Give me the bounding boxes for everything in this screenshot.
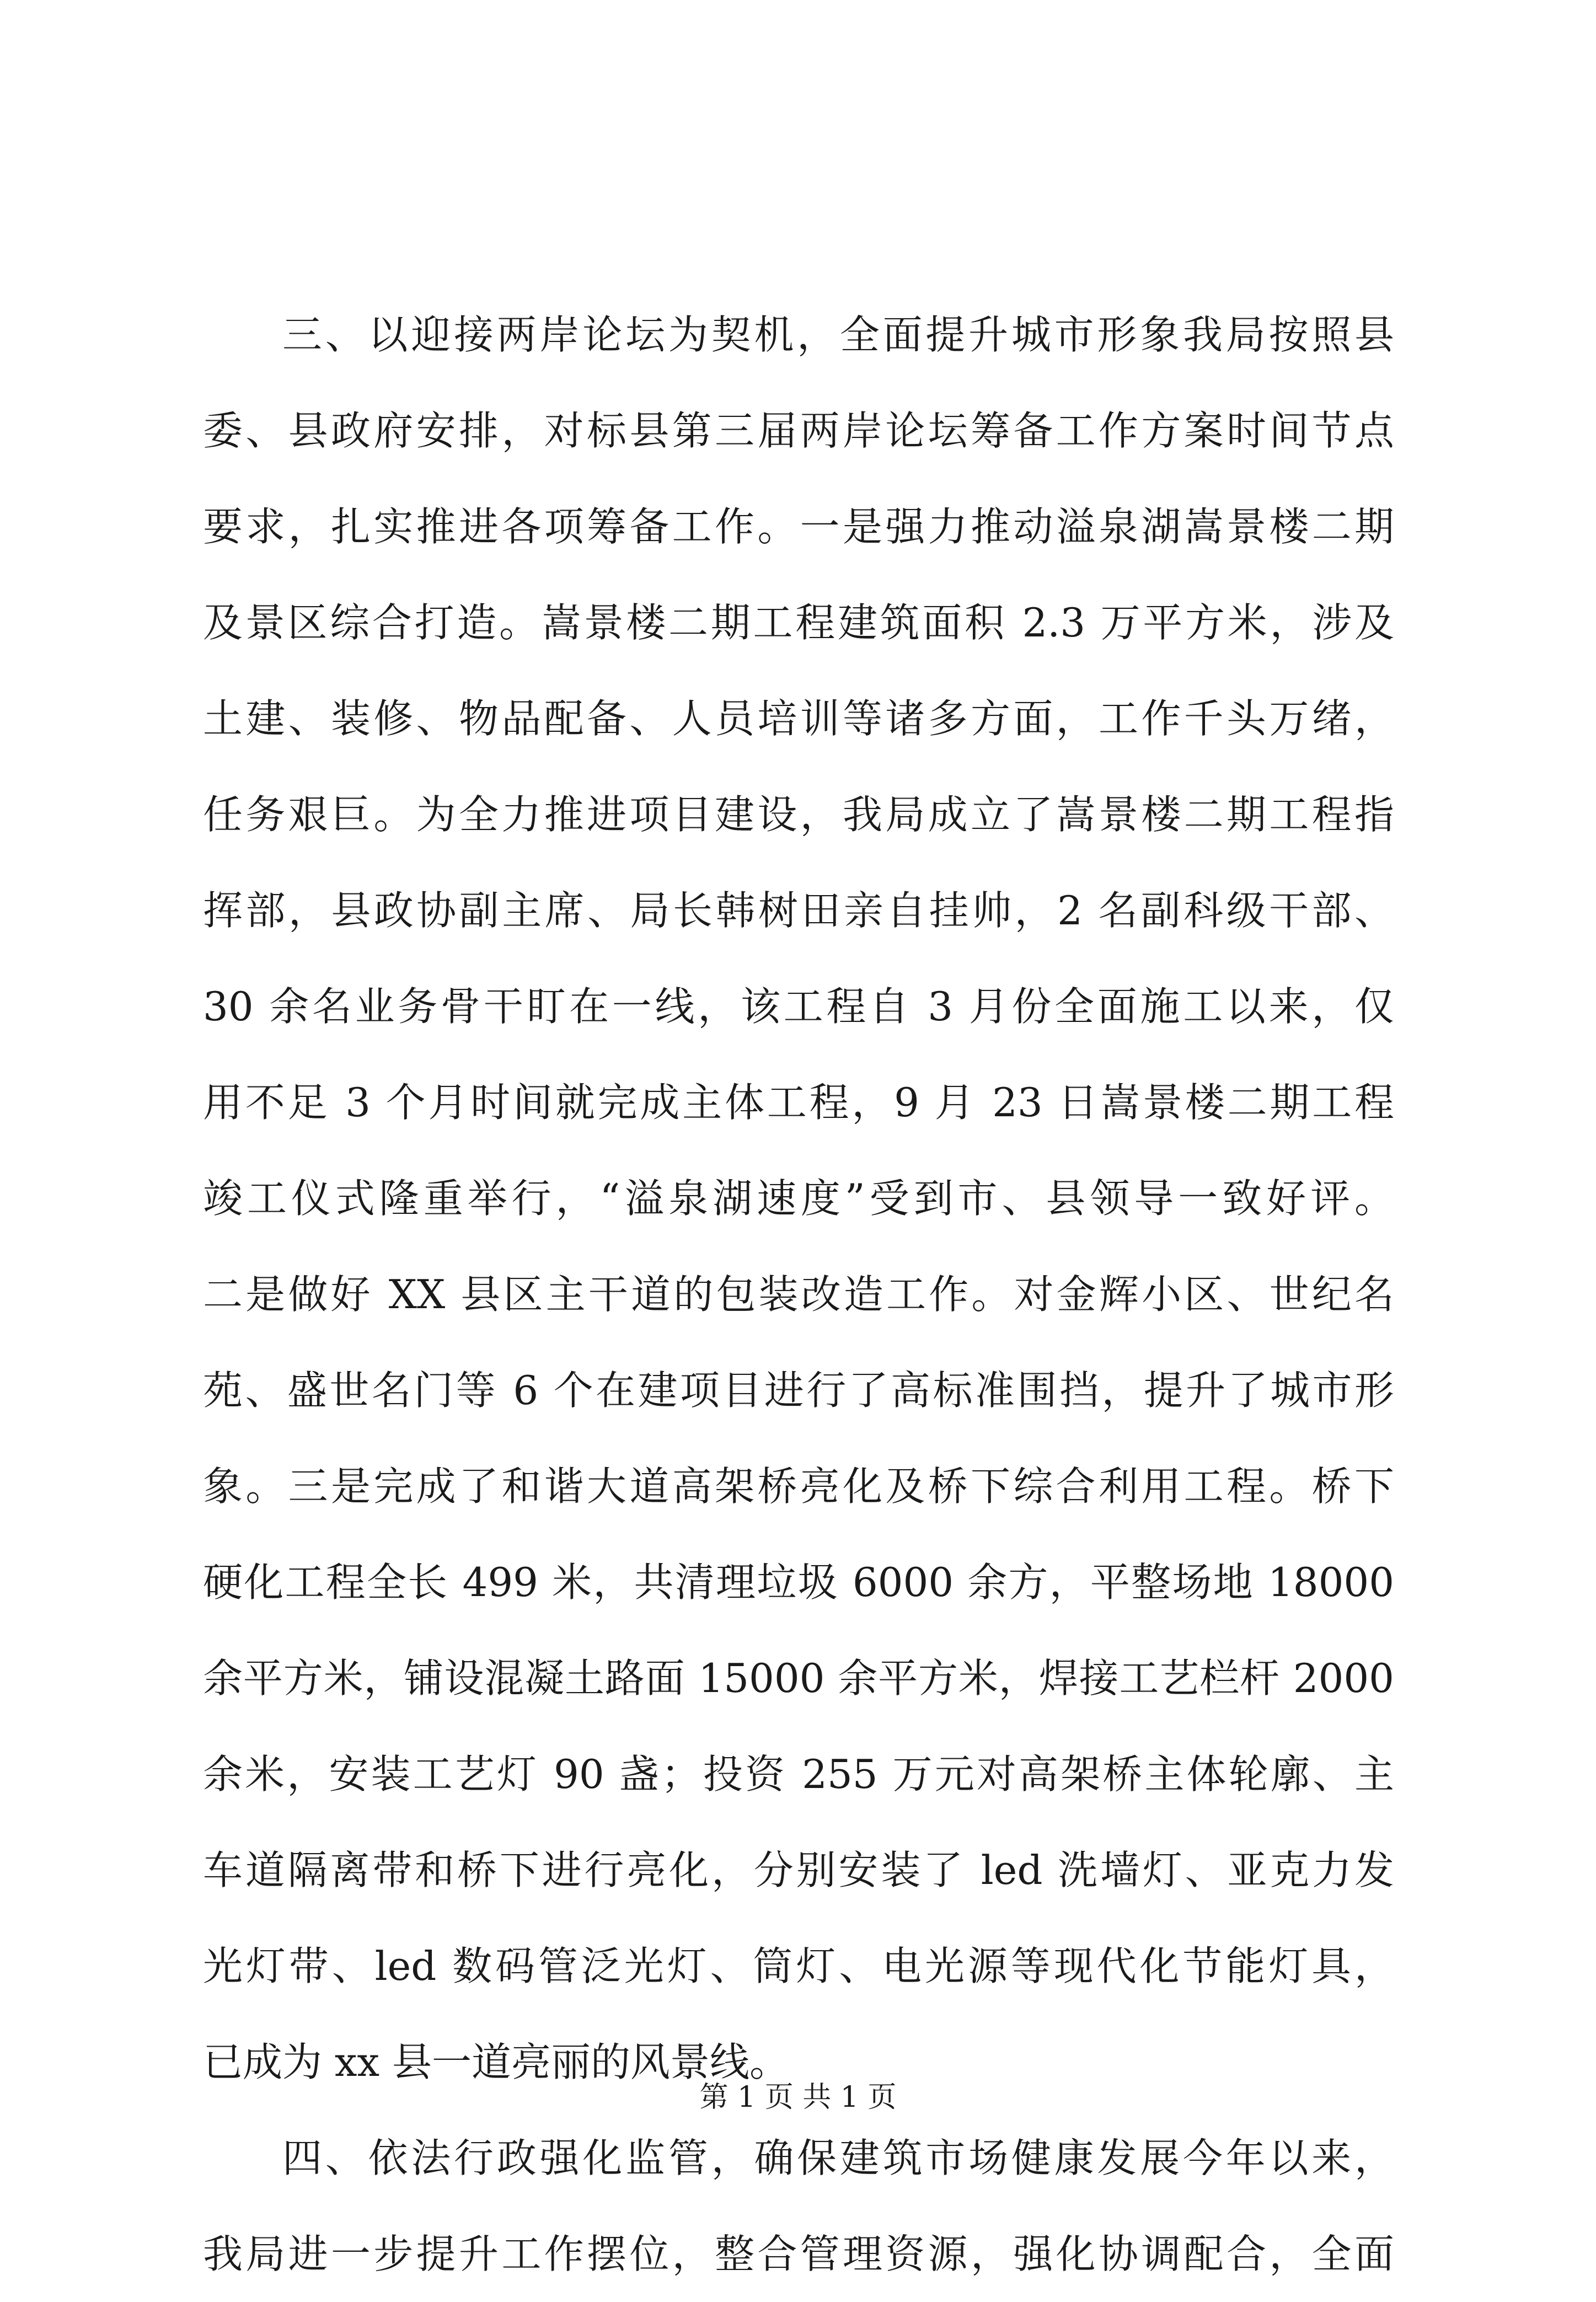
paragraph-line: 委、县政府安排，对标县第三届两岸论坛筹备工作方案时间节点 <box>203 408 1394 454</box>
paragraph-line: 二是做好 XX 县区主干道的包装改造工作。对金辉小区、世纪名 <box>203 1271 1394 1318</box>
document-body <box>203 287 1394 2302</box>
paragraph-line: 四、依法行政强化监管，确保建筑市场健康发展今年以来， <box>282 2135 1394 2181</box>
page-number: 第 1 页 共 1 页 <box>699 2081 897 2114</box>
paragraph-line: 苑、盛世名门等 6 个在建项目进行了高标准围挡，提升了城市形 <box>203 1367 1394 1414</box>
paragraph-line: 及景区综合打造。嵩景楼二期工程建筑面积 2.3 万平方米，涉及 <box>203 599 1394 646</box>
paragraph-line: 已成为 xx 县一道亮丽的风景线。 <box>203 2039 789 2085</box>
paragraph-line: 竣工仪式隆重举行，“溢泉湖速度”受到市、县领导一致好评。 <box>203 1175 1394 1222</box>
paragraph-line: 余米，安装工艺灯 90 盏；投资 255 万元对高架桥主体轮廓、主 <box>203 1751 1394 1797</box>
paragraph-line: 要求，扎实推进各项筹备工作。一是强力推动溢泉湖嵩景楼二期 <box>203 504 1394 550</box>
paragraph-line: 象。三是完成了和谐大道高架桥亮化及桥下综合利用工程。桥下 <box>203 1463 1394 1509</box>
paragraph-line: 三、以迎接两岸论坛为契机，全面提升城市形象我局按照县 <box>282 312 1394 358</box>
paragraph-line: 30 余名业务骨干盯在一线，该工程自 3 月份全面施工以来，仅 <box>203 983 1394 1030</box>
paragraph-line: 我局进一步提升工作摆位，整合管理资源，强化协调配合，全面 <box>203 2231 1394 2277</box>
paragraph-line: 车道隔离带和桥下进行亮化，分别安装了 led 洗墙灯、亚克力发 <box>203 1847 1394 1893</box>
page-footer <box>0 2074 1596 2115</box>
paragraph-line: 余平方米，铺设混凝土路面 15000 余平方米，焊接工艺栏杆 2000 <box>203 1655 1394 1701</box>
paragraph-line: 光灯带、led 数码管泛光灯、筒灯、电光源等现代化节能灯具， <box>203 1943 1394 1989</box>
paragraph-line: 任务艰巨。为全力推进项目建设，我局成立了嵩景楼二期工程指 <box>203 791 1394 838</box>
paragraph-line: 硬化工程全长 499 米，共清理垃圾 6000 余方，平整场地 18000 <box>203 1559 1394 1605</box>
paragraph-line: 土建、装修、物品配备、人员培训等诸多方面，工作千头万绪， <box>203 695 1394 742</box>
paragraph-line: 挥部，县政协副主席、局长韩树田亲自挂帅，2 名副科级干部、 <box>203 887 1394 934</box>
paragraph-line: 用不足 3 个月时间就完成主体工程，9 月 23 日嵩景楼二期工程 <box>203 1079 1394 1126</box>
